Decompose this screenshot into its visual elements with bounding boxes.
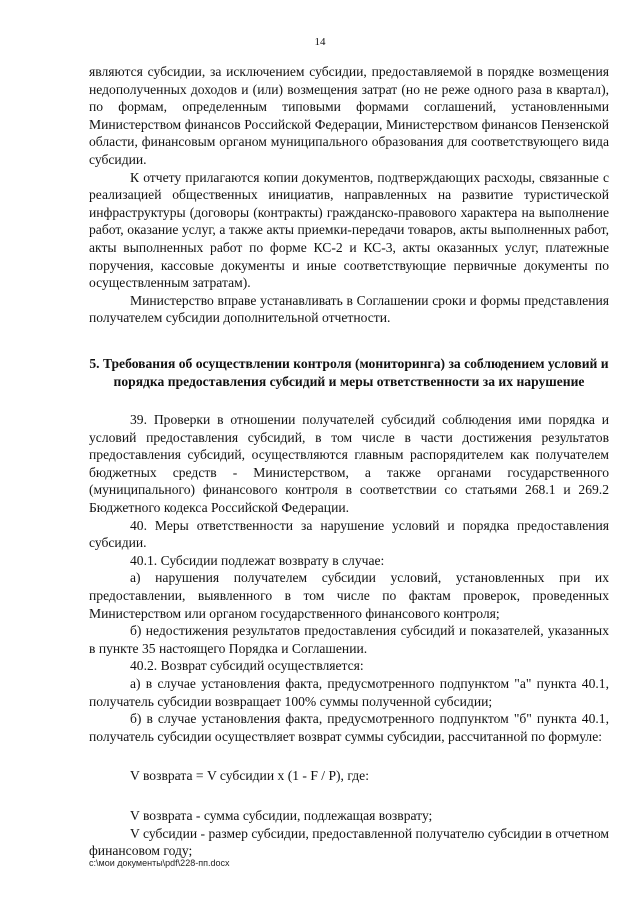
document-body (89, 63, 609, 860)
paragraph-40-2-b: б) в случае установления факта, предусмотренного подпунктом "б" пункта 40.1, получатель субсидии осуществляет возврат суммы субсидии, рассчитанной по формуле: (89, 711, 609, 744)
paragraph: К отчету прилагаются копии документов, подтверждающих расходы, связанные с реализацией общественных инициатив, направленных на развитие туристической инфраструктуры (договоры (контракты) гражданско-правового характера на выполнение работ, оказание услуг, а также акты приемки-передачи товаров, акты выполненных работ, акты выполненных работ по форме КС-2 и КС-3, акты оказанных услуг, платежные поручения, кассовые документы и иные соответствующие первичные документы по осуществленным затратам). (89, 169, 609, 291)
paragraph-40-1: 40.1. Субсидии подлежат возврату в случае: (130, 552, 385, 568)
paragraph-39: 39. Проверки в отношении получателей субсидий соблюдения ими порядка и условий предоставления субсидий, в том числе в части достижения результатов предоставления субсидий, осуществляются главным распорядителем как получателем бюджетных средств - Министерством, а также органами государственного (муниципального) финансового контроля в соответствии со статьями 268.1 и 269.2 Бюджетного кодекса Российской Федерации. (89, 412, 609, 516)
paragraph: являются субсидии, за исключением субсидии, предоставляемой в порядке возмещения недополученных доходов и (или) возмещения затрат (но не реже одного раза в квартал), по формам, определенным типовыми формами соглашений, установленными Министерством финансов Российской Федерации, Министерством финансов Пензенской области, финансовым органом муниципального образования для соответствующего вида субсидии. (89, 64, 609, 167)
return-formula: V возврата = V субсидии x (1 - F / P), где: (130, 768, 369, 784)
paragraph-40: 40. Меры ответственности за нарушение условий и порядка предоставления субсидии. (89, 517, 609, 551)
definition-v-subsidy: V субсидии - размер субсидии, предоставленной получателю субсидии в отчетном финансовом году; (89, 825, 609, 859)
page-number: 14 (314, 36, 326, 48)
footer-file-path: c:\мои документы\pdf\228-пп.docx (89, 858, 230, 868)
paragraph-40-1-b: б) недостижения результатов предоставления субсидий и показателей, указанных в пункте 35 настоящего Порядка и Соглашении. (89, 623, 609, 656)
section-heading: 5. Требования об осуществлении контроля (мониторинга) за соблюдением условий и порядка предоставления субсидий и меры ответственности за их нарушение (89, 355, 609, 389)
paragraph-40-2-a: а) в случае установления факта, предусмотренного подпунктом "а" пункта 40.1, получатель субсидии возвращает 100% суммы полученной субсидии; (89, 676, 609, 709)
paragraph: Министерство вправе устанавливать в Соглашении сроки и формы представления получателем субсидии дополнительной отчетности. (89, 292, 609, 326)
paragraph-40-1-a: а) нарушения получателем субсидии условий, установленных при их предоставлении, выявленного в том числе по фактам проверок, проведенных Министерством или органом государственного финансового контроля; (89, 570, 609, 621)
paragraph-40-2: 40.2. Возврат субсидий осуществляется: (130, 658, 364, 674)
definition-v-return: V возврата - сумма субсидии, подлежащая возврату; (130, 807, 433, 823)
